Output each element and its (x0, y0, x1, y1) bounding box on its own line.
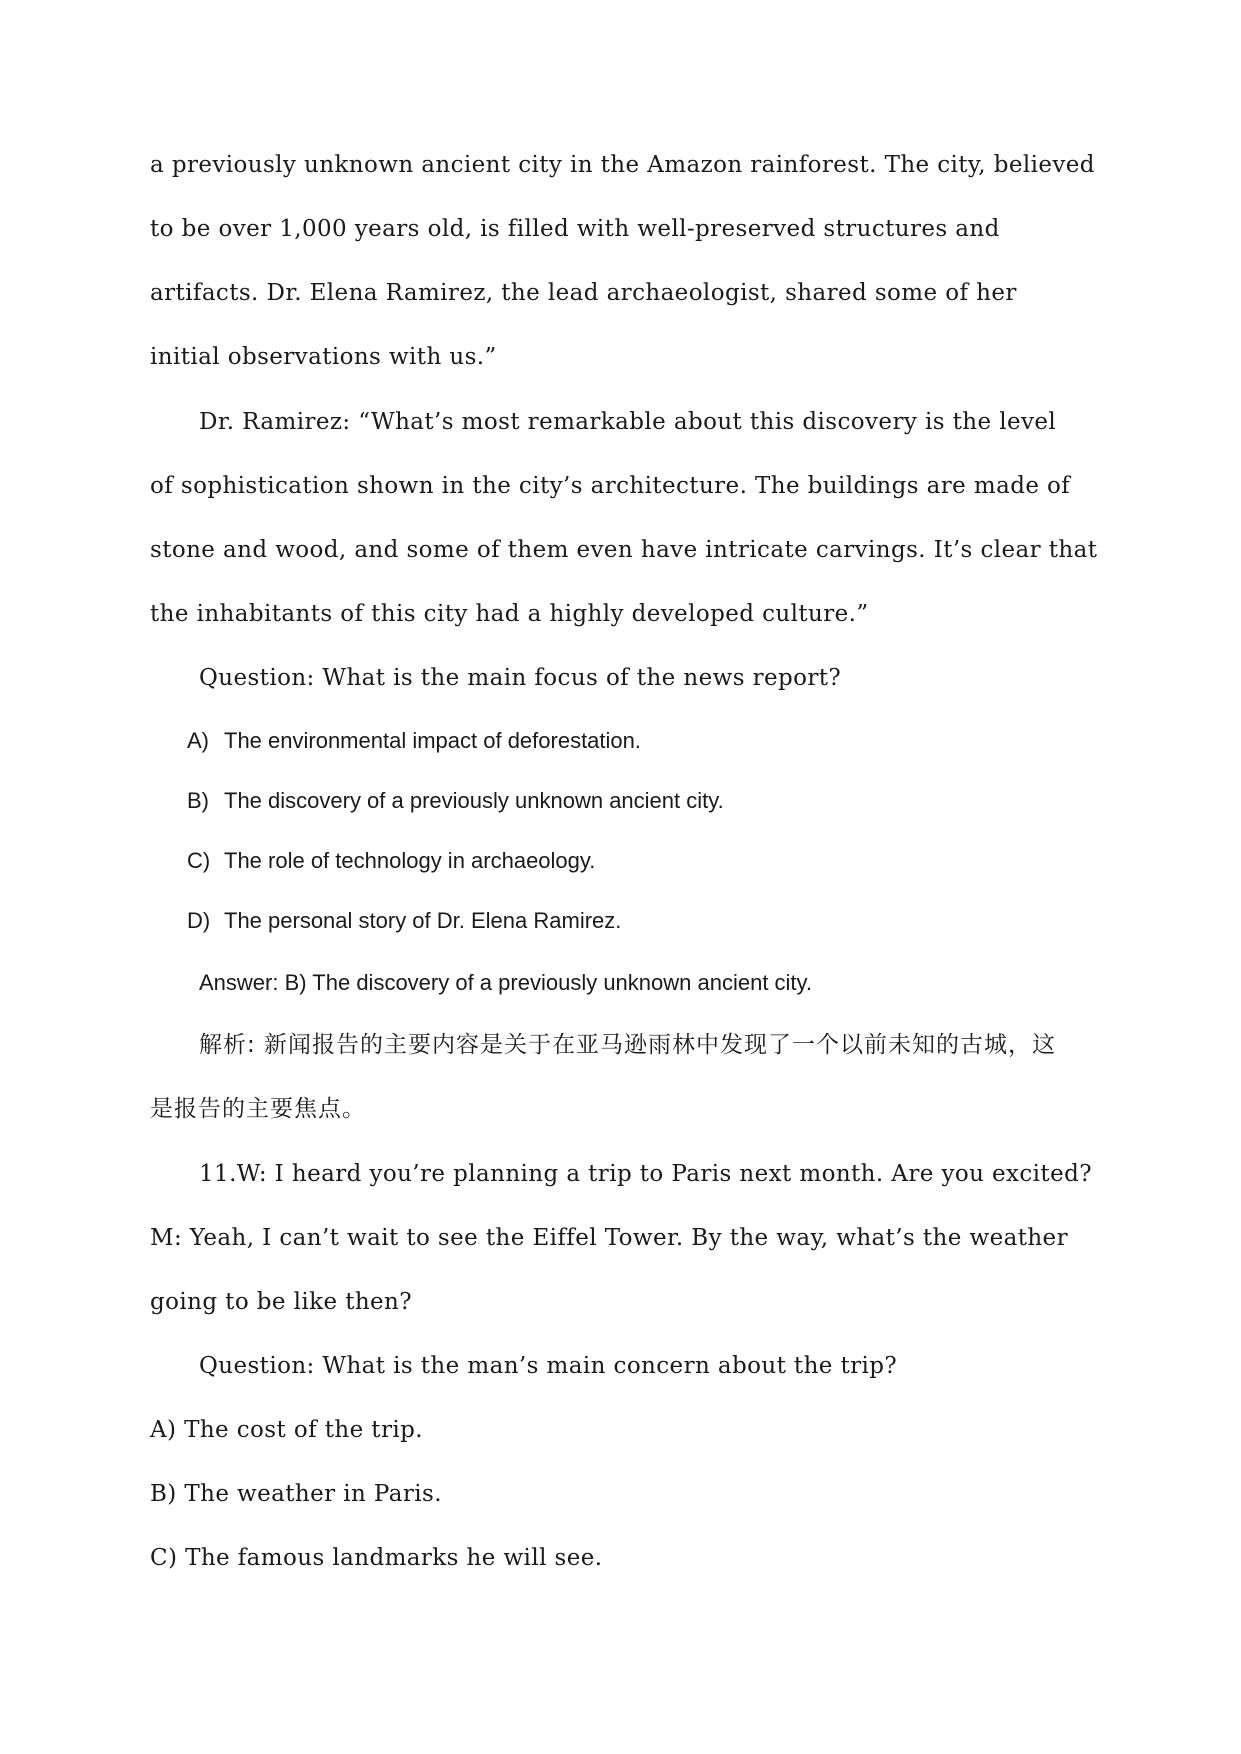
quote-line: of sophistication shown in the city’s architecture. The buildings are made of (150, 473, 1071, 499)
quote-line: the inhabitants of this city had a highly developed culture.” (150, 601, 869, 627)
q11-option-b: B) The weather in Paris. (150, 1481, 442, 1507)
dialogue-line: 11.W: I heard you’re planning a trip to Paris next month. Are you excited? (199, 1161, 1092, 1187)
quote-line: stone and wood, and some of them even have intricate carvings. It’s clear that (150, 537, 1098, 563)
passage-line: initial observations with us.” (150, 344, 497, 370)
option-text: The environmental impact of deforestation. (224, 728, 642, 753)
option-letter: A) (187, 728, 209, 753)
option-letter: C) (187, 848, 211, 873)
passage-line: artifacts. Dr. Elena Ramirez, the lead archaeologist, shared some of her (150, 280, 1017, 306)
dialogue-line: M: Yeah, I can’t wait to see the Eiffel Tower. By the way, what’s the weather (150, 1225, 1068, 1251)
passage-line: to be over 1,000 years old, is filled with well-preserved structures and (150, 216, 1000, 242)
option-letter: B) (187, 788, 209, 813)
option-c (187, 846, 595, 876)
option-text: The discovery of a previously unknown ancient city. (224, 788, 724, 813)
option-b (187, 786, 724, 816)
option-text: The role of technology in archaeology. (224, 848, 596, 873)
question-11: Question: What is the man’s main concern about the trip? (199, 1353, 898, 1379)
q11-option-c: C) The famous landmarks he will see. (150, 1545, 603, 1571)
dialogue-line: going to be like then? (150, 1289, 413, 1315)
question-10: Question: What is the main focus of the news report? (199, 665, 842, 691)
option-a (187, 726, 641, 756)
passage-line: a previously unknown ancient city in the Amazon rainforest. The city, believed (150, 152, 1095, 178)
option-letter: D) (187, 908, 211, 933)
option-d (187, 906, 621, 936)
q11-option-a: A) The cost of the trip. (150, 1417, 423, 1443)
option-text: The personal story of Dr. Elena Ramirez. (224, 908, 622, 933)
analysis-line: 是报告的主要焦点。 (150, 1096, 366, 1122)
quote-line: Dr. Ramirez: “What’s most remarkable about this discovery is the level (199, 409, 1057, 435)
analysis-line: 解析: 新闻报告的主要内容是关于在亚马逊雨林中发现了一个以前未知的古城，这 (199, 1032, 1057, 1058)
answer-line: Answer: B) The discovery of a previously unknown ancient city. (199, 970, 813, 995)
